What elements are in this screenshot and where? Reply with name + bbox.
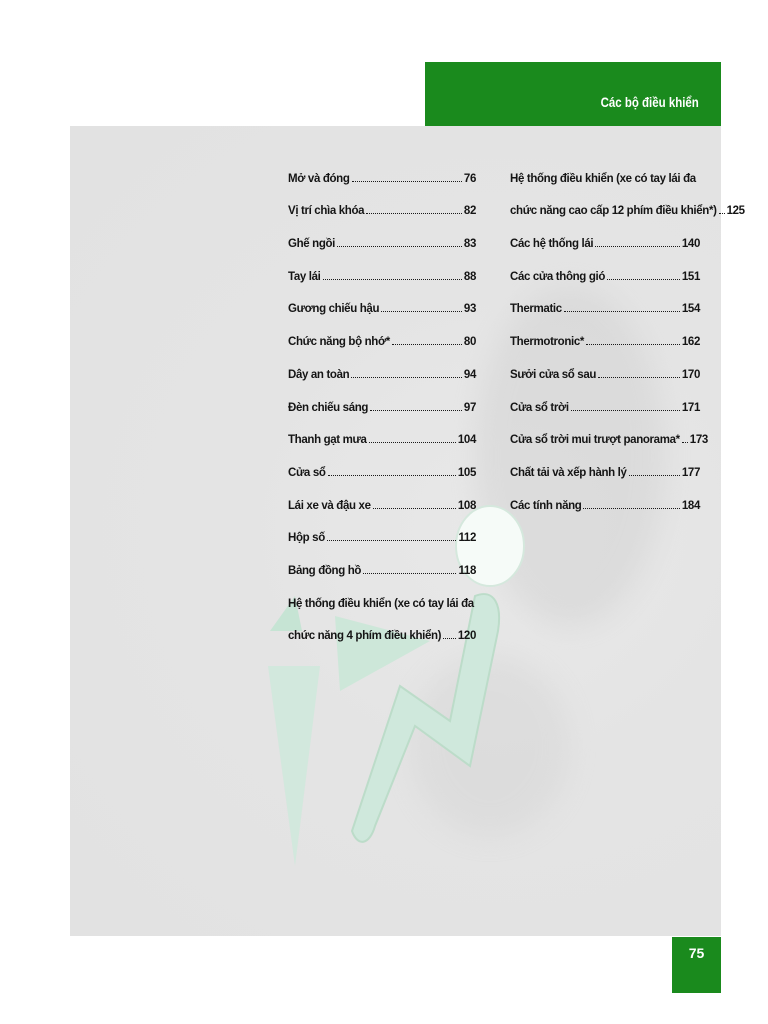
dot-leader bbox=[370, 410, 462, 411]
dot-leader bbox=[564, 311, 680, 312]
page-number: 75 bbox=[688, 945, 705, 961]
toc-entry[interactable]: chức năng cao cấp 12 phím điều khiển*) 125 bbox=[510, 205, 745, 218]
toc-entry[interactable]: Các tính năng 184 bbox=[510, 499, 700, 512]
dot-leader bbox=[629, 475, 680, 476]
toc-page-number: 120 bbox=[457, 630, 476, 643]
toc-page-number: 162 bbox=[681, 336, 700, 349]
toc-page-number: 151 bbox=[681, 270, 700, 283]
toc-entry-first-line[interactable]: Hệ thống điều khiển (xe có tay lái đa bbox=[510, 172, 696, 185]
toc-entry[interactable]: Hộp số 112 bbox=[288, 532, 476, 545]
toc-page-number: 76 bbox=[463, 172, 476, 185]
toc-entry[interactable]: Mở và đóng 76 bbox=[288, 172, 476, 185]
toc-entry[interactable]: Ghế ngồi 83 bbox=[288, 238, 476, 251]
toc-page-number: 171 bbox=[681, 401, 700, 414]
section-title: Các bộ điều khiển bbox=[600, 94, 699, 110]
dot-leader bbox=[392, 344, 462, 345]
toc-entry[interactable]: Thermotronic* 162 bbox=[510, 336, 700, 349]
toc-entry[interactable]: Lái xe và đậu xe 108 bbox=[288, 499, 476, 512]
toc-page-number: 154 bbox=[681, 303, 700, 316]
dot-leader bbox=[598, 377, 680, 378]
toc-entry[interactable]: chức năng 4 phím điều khiển) 120 bbox=[288, 630, 476, 643]
dot-leader bbox=[682, 442, 688, 443]
toc-entry[interactable]: Cửa sổ trời 171 bbox=[510, 401, 700, 414]
toc-column-right bbox=[510, 152, 745, 512]
dot-leader bbox=[571, 410, 680, 411]
dot-leader bbox=[373, 508, 456, 509]
toc-entry[interactable]: Tay lái 88 bbox=[288, 270, 476, 283]
toc-entry[interactable]: Cửa sổ trời mui trượt panorama* 173 bbox=[510, 434, 708, 447]
toc-page-number: 82 bbox=[463, 205, 476, 218]
toc-page-number: 170 bbox=[681, 368, 700, 381]
dot-leader bbox=[337, 246, 462, 247]
dot-leader bbox=[443, 638, 456, 639]
content-panel bbox=[70, 126, 745, 936]
toc-column-left bbox=[288, 152, 476, 642]
dot-leader bbox=[366, 213, 462, 214]
toc-entry[interactable]: Dây an toàn 94 bbox=[288, 368, 476, 381]
dot-leader bbox=[328, 475, 456, 476]
toc-page-number: 105 bbox=[457, 466, 476, 479]
toc-page-number: 88 bbox=[463, 270, 476, 283]
dot-leader bbox=[586, 344, 680, 345]
toc-page-number: 94 bbox=[463, 368, 476, 381]
dot-leader bbox=[363, 573, 456, 574]
toc-entry[interactable]: Các cửa thông gió 151 bbox=[510, 270, 700, 283]
dot-leader bbox=[352, 181, 462, 182]
toc-entry[interactable]: Đèn chiếu sáng 97 bbox=[288, 401, 476, 414]
section-header-tab bbox=[425, 62, 721, 126]
toc-entry[interactable]: Bảng đồng hồ 118 bbox=[288, 564, 476, 577]
toc-page-number: 184 bbox=[681, 499, 700, 512]
toc-page-number: 125 bbox=[726, 205, 745, 218]
toc-entry[interactable]: Chức năng bộ nhớ* 80 bbox=[288, 336, 476, 349]
toc-page-number: 104 bbox=[457, 434, 476, 447]
dot-leader bbox=[323, 279, 462, 280]
dot-leader bbox=[719, 213, 725, 214]
dot-leader bbox=[583, 508, 679, 509]
toc-page-number: 140 bbox=[681, 238, 700, 251]
dot-leader bbox=[369, 442, 456, 443]
toc-entry[interactable]: Các hệ thống lái 140 bbox=[510, 238, 700, 251]
toc-page-number: 83 bbox=[463, 238, 476, 251]
toc-page-number: 80 bbox=[463, 336, 476, 349]
dot-leader bbox=[381, 311, 462, 312]
page-number-box bbox=[672, 937, 721, 993]
toc-entry-first-line[interactable]: Hệ thống điều khiển (xe có tay lái đa bbox=[288, 597, 474, 610]
toc-entry[interactable]: Gương chiếu hậu 93 bbox=[288, 303, 476, 316]
dot-leader bbox=[607, 279, 680, 280]
toc-entry[interactable]: Vị trí chìa khóa 82 bbox=[288, 205, 476, 218]
toc-entry[interactable]: Sưởi cửa sổ sau 170 bbox=[510, 368, 700, 381]
dot-leader bbox=[595, 246, 680, 247]
dot-leader bbox=[327, 540, 457, 541]
toc-entry[interactable]: Chất tải và xếp hành lý 177 bbox=[510, 466, 700, 479]
toc-entry[interactable]: Cửa sổ 105 bbox=[288, 466, 476, 479]
toc-entry[interactable]: Thanh gạt mưa 104 bbox=[288, 434, 476, 447]
toc-entry[interactable]: Thermatic 154 bbox=[510, 303, 700, 316]
toc-page-number: 112 bbox=[458, 532, 476, 545]
toc-page-number: 118 bbox=[458, 564, 476, 577]
toc-page-number: 177 bbox=[681, 466, 700, 479]
toc-page-number: 93 bbox=[463, 303, 476, 316]
toc-page-number: 108 bbox=[457, 499, 476, 512]
dot-leader bbox=[351, 377, 462, 378]
toc-page-number: 173 bbox=[689, 434, 708, 447]
toc-page-number: 97 bbox=[463, 401, 476, 414]
